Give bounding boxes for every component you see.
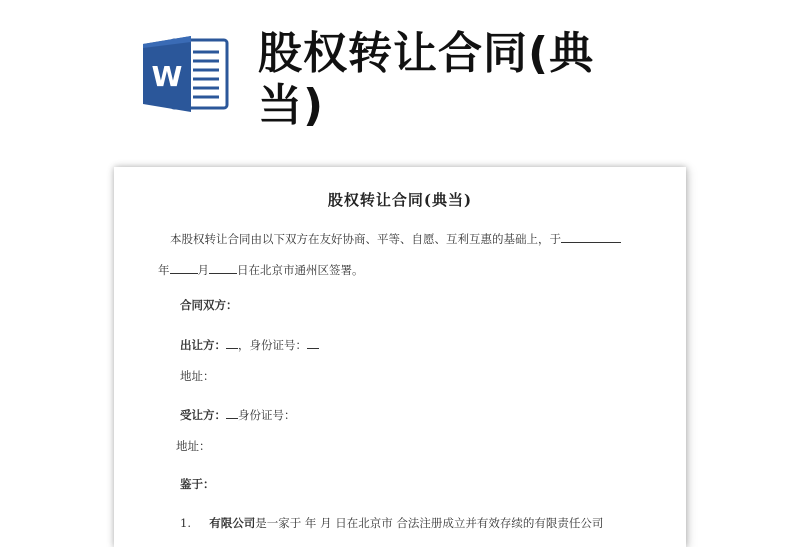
transferee-name-blank (226, 407, 238, 419)
intro-line-1 (170, 231, 621, 247)
transferee-label: 受让方： (180, 408, 226, 422)
transferor-name-blank (226, 337, 238, 349)
intro-text: 本股权转让合同由以下双方在友好协商、平等、自愿、互利互惠的基础上，于 (170, 232, 561, 246)
transferee-line (180, 407, 296, 423)
month-blank (209, 262, 237, 274)
header (0, 0, 800, 150)
document-page (114, 167, 686, 547)
page-title: 股权转让合同(典当) (258, 28, 595, 131)
word-icon-letter: W (151, 60, 183, 93)
item-company: 有限公司 (209, 516, 256, 530)
whereas-heading: 鉴于： (180, 477, 215, 491)
intro-line-2 (158, 262, 364, 278)
transferor-label: 出让方： (180, 338, 226, 352)
transferor-line (180, 337, 319, 353)
transferor-sep: ，身份证号： (238, 338, 307, 352)
transferor-address: 地址： (180, 369, 215, 383)
document-title: 股权转让合同(典当) (327, 191, 473, 209)
intro-year: 年 (158, 263, 170, 277)
transferee-id: 身份证号： (238, 408, 296, 422)
intro-month: 月 (197, 263, 209, 277)
word-document-icon (141, 34, 231, 114)
transferor-id-blank (307, 337, 319, 349)
intro-tail: 日在北京市通州区签署。 (237, 263, 364, 277)
item-number: 1. (180, 516, 191, 530)
item-text: 是一家于 年 月 日在北京市 合法注册成立并有效存续的有限责任公司 (255, 516, 604, 530)
year-blank (170, 262, 198, 274)
whereas-item-1 (180, 515, 603, 531)
transferee-address: 地址： (176, 439, 211, 453)
parties-heading: 合同双方： (180, 298, 238, 312)
date-blank (561, 231, 621, 243)
